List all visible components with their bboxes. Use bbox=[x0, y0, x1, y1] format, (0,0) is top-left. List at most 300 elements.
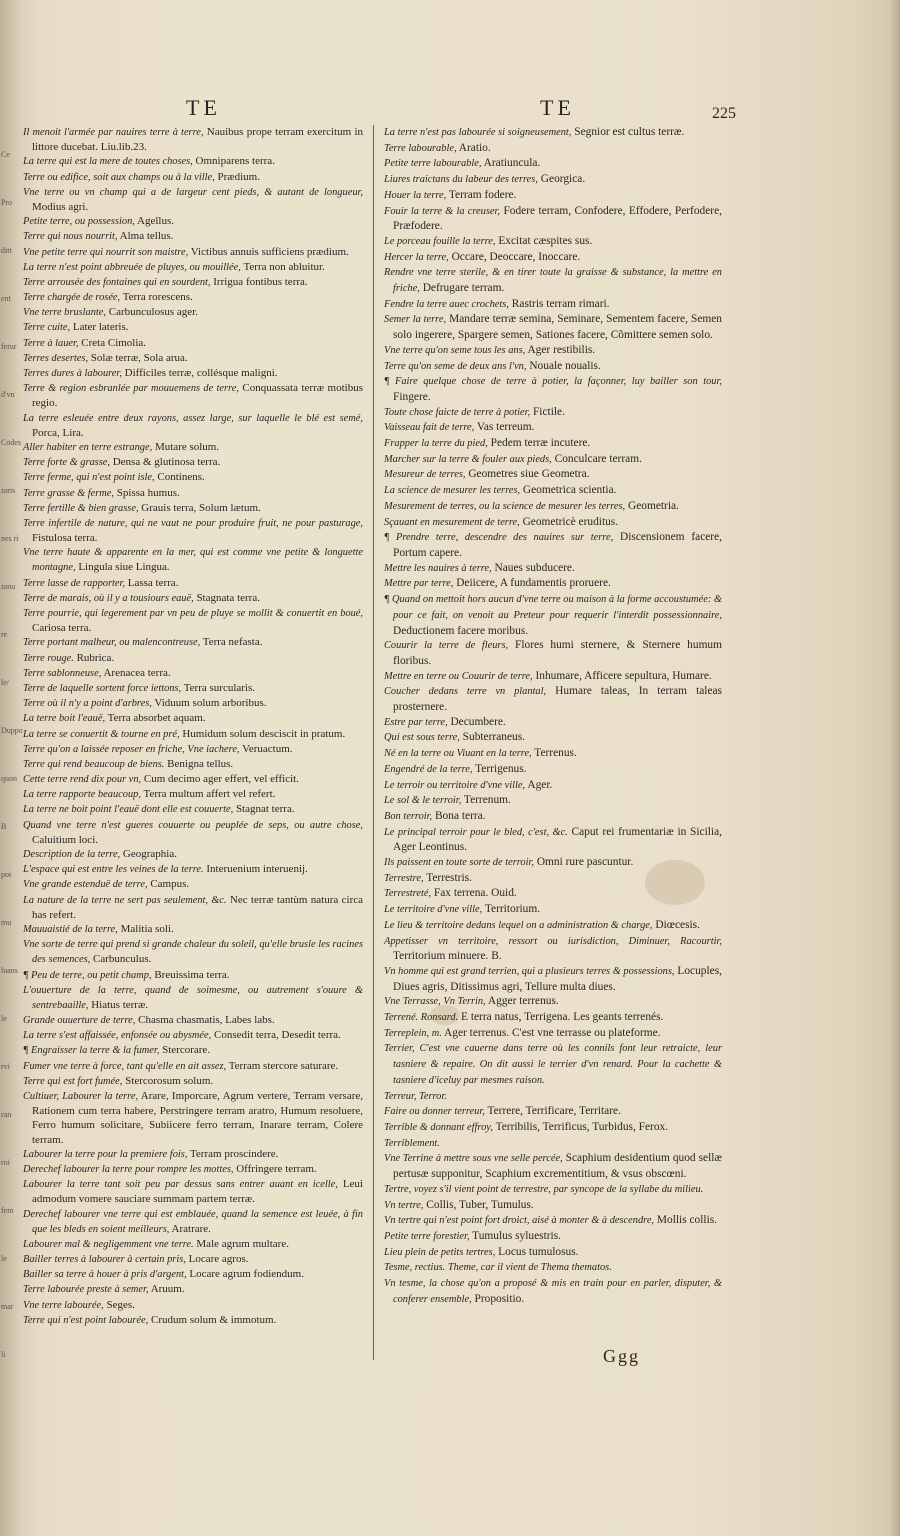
french-phrase: Houer la terre, bbox=[384, 189, 447, 201]
latin-translation: Terram stercore saturare. bbox=[226, 1059, 339, 1072]
latin-translation: Vas terreum. bbox=[474, 421, 535, 434]
dictionary-entry bbox=[23, 727, 363, 742]
french-phrase: Vn tesme, la chose qu'on a proposé & mis en train pour en parler, disputer, & conferer ensemble, bbox=[384, 1278, 722, 1305]
dictionary-entry bbox=[23, 1237, 363, 1252]
dictionary-entry bbox=[384, 1198, 722, 1214]
french-phrase: La terre boit l'eauë, bbox=[23, 713, 106, 725]
dictionary-entry bbox=[384, 156, 722, 172]
dictionary-entry bbox=[384, 561, 722, 577]
latin-translation: Porca, Lira. bbox=[32, 426, 84, 439]
dictionary-entry bbox=[384, 1104, 722, 1120]
french-phrase: Il menoit l'armée par nauires terre à terre, bbox=[23, 127, 204, 138]
latin-translation: Terrenus. bbox=[531, 747, 577, 760]
dictionary-entry bbox=[23, 635, 363, 650]
dictionary-entry bbox=[23, 260, 363, 275]
latin-translation: Viduum solum arboribus. bbox=[151, 697, 267, 710]
dictionary-entry bbox=[384, 762, 722, 778]
french-phrase: Terres dures à labourer, bbox=[23, 368, 122, 379]
dictionary-entry bbox=[23, 847, 363, 862]
latin-translation: Geometrica scientia. bbox=[520, 484, 617, 497]
french-phrase: L'espace qui est entre les veines de la terre. bbox=[23, 864, 204, 876]
gutter-fragment: mu bbox=[1, 918, 12, 927]
french-phrase: Terre sablonneuse, bbox=[23, 667, 102, 679]
french-phrase: Terre & region esbranlée par mouuemens de terre, bbox=[23, 383, 239, 395]
latin-translation: Propositio. bbox=[471, 1292, 525, 1305]
latin-translation: Creta Cimolia. bbox=[78, 336, 147, 349]
french-phrase: Vn tertre qui n'est point fort droict, aisé à monter & à descendre, bbox=[384, 1215, 655, 1227]
dictionary-entry bbox=[384, 918, 722, 934]
french-phrase: Vne terre bruslante, bbox=[23, 307, 107, 319]
gutter-fragment: fem bbox=[1, 1206, 14, 1215]
dictionary-entry bbox=[384, 778, 722, 794]
dictionary-entry bbox=[384, 1276, 722, 1307]
french-phrase: Engendré de la terre, bbox=[384, 763, 473, 775]
latin-translation: Rastris terram rimari. bbox=[508, 297, 610, 310]
dictionary-entry bbox=[23, 351, 363, 366]
dictionary-entry bbox=[384, 994, 722, 1010]
latin-translation: Terrenum. bbox=[461, 794, 511, 807]
latin-translation: Carbunculus. bbox=[90, 953, 152, 966]
french-phrase: Le territoire d'vne ville, bbox=[384, 904, 483, 916]
french-phrase: Le principal terroir pour le bled, c'est, &c. bbox=[384, 826, 568, 838]
dictionary-entry bbox=[384, 172, 722, 188]
french-phrase: Petite terre, ou possession, bbox=[23, 216, 135, 228]
latin-translation: Caluitium loci. bbox=[32, 833, 98, 846]
french-phrase: Terre qui est fort fumée, bbox=[23, 1075, 123, 1087]
latin-translation: Benigna tellus. bbox=[164, 757, 234, 770]
latin-translation: Aruum. bbox=[148, 1283, 185, 1296]
gutter-fragment: li bbox=[1, 1350, 6, 1359]
latin-translation: Ager terrenus. C'est vne terrasse ou plateforme. bbox=[441, 1026, 661, 1039]
latin-translation: Densa & glutinosa terra. bbox=[109, 456, 221, 469]
french-phrase: Coucher dedans terre vn plantal, bbox=[384, 686, 547, 698]
latin-translation: E terra natus, Terrigena. Les geants terrenés. bbox=[458, 1011, 664, 1024]
gutter-fragment: le/ bbox=[1, 678, 9, 687]
dictionary-entry bbox=[384, 1151, 722, 1181]
gutter-fragment: Codes bbox=[1, 438, 21, 447]
dictionary-entry bbox=[23, 1298, 363, 1313]
french-phrase: Né en la terre ou Viuant en la terre, bbox=[384, 748, 532, 760]
french-phrase: Terre qu'on seme de deux ans l'vn, bbox=[384, 360, 527, 372]
dictionary-entry bbox=[23, 591, 363, 606]
french-phrase: Terre lasse de rapporter, bbox=[23, 577, 125, 589]
dictionary-entry bbox=[23, 1028, 363, 1043]
french-phrase: Faire ou donner terreur, bbox=[384, 1106, 485, 1118]
latin-translation: Stagnata terra. bbox=[193, 591, 260, 604]
french-phrase: Lieu plein de petits tertres, bbox=[384, 1246, 496, 1258]
french-phrase: Terre portant malheur, ou malencontreuse, bbox=[23, 637, 201, 649]
dictionary-entry bbox=[384, 669, 722, 685]
gutter-fragment: ionu bbox=[1, 582, 16, 591]
french-phrase: Terre ou edifice, soit aux champs ou à la ville, bbox=[23, 171, 215, 183]
dictionary-entry bbox=[23, 545, 363, 575]
french-phrase: Terre infertile de nature, qui ne vaut ne pour produire fruit, ne pour pasturage, bbox=[23, 517, 363, 529]
latin-translation: Segnior est cultus terræ. bbox=[571, 126, 685, 138]
french-phrase: Terre cuite, bbox=[23, 322, 71, 334]
dictionary-entry bbox=[23, 486, 363, 501]
latin-translation: Arare, Imporcare, Agrum vertere, Terram versare, Rationem cum terra habere, Perstringere terram aratro, Humum resoluere, Ferro humum solicitare, Subiicere ferro terram, Inarare terram, Colere terram. bbox=[32, 1090, 363, 1146]
dictionary-entry bbox=[23, 1313, 363, 1328]
right-column bbox=[384, 125, 722, 1307]
dictionary-entry bbox=[384, 886, 722, 902]
latin-translation: Nouale noualis. bbox=[526, 359, 601, 372]
latin-translation: Terrestris. bbox=[423, 871, 472, 884]
dictionary-entry bbox=[23, 983, 363, 1013]
latin-translation: Collis, Tuber, Tumulus. bbox=[423, 1198, 534, 1211]
french-phrase: Liures traictans du labeur des terres, bbox=[384, 174, 538, 186]
french-phrase: ¶ Quand on mettoit hors aucun d'vne terre ou maison à la forme accoustumée: & pour ce fait, on venoit au Preteur pour requerir l'interdit possessionnaire, bbox=[384, 594, 722, 621]
dictionary-entry bbox=[384, 715, 722, 731]
dictionary-entry bbox=[23, 681, 363, 696]
french-phrase: Bailler terres à labourer à certain pris, bbox=[23, 1254, 186, 1266]
dictionary-entry bbox=[23, 1207, 363, 1237]
gutter-fragment: quon bbox=[1, 774, 17, 783]
latin-translation: Alma tellus. bbox=[117, 230, 174, 243]
dictionary-entry bbox=[23, 1252, 363, 1267]
french-phrase: Petite terre forestier, bbox=[384, 1230, 470, 1242]
french-phrase: Aller habiter en terre estrange, bbox=[23, 441, 153, 453]
french-phrase: Terrible & donnant effroy, bbox=[384, 1122, 493, 1133]
latin-translation: Fictile. bbox=[530, 405, 565, 418]
dictionary-entry bbox=[384, 964, 722, 994]
latin-translation: Agellus. bbox=[134, 215, 175, 228]
french-phrase: Derechef labourer la terre pour rompre les mottes, bbox=[23, 1163, 234, 1175]
french-phrase: Terriblement. bbox=[384, 1137, 440, 1149]
french-phrase: Fouir la terre & la creuser, bbox=[384, 205, 500, 217]
dictionary-entry bbox=[23, 1162, 363, 1177]
dictionary-entry bbox=[384, 1026, 722, 1042]
latin-translation: Irrigua fontibus terra. bbox=[210, 275, 308, 288]
latin-translation: Terra surcularis. bbox=[181, 681, 256, 694]
gutter-fragment: ran bbox=[1, 1110, 12, 1119]
dictionary-entry bbox=[384, 1245, 722, 1261]
dictionary-entry bbox=[384, 793, 722, 809]
french-phrase: Petite terre labourable, bbox=[384, 158, 482, 170]
dictionary-entry bbox=[23, 1089, 363, 1147]
dictionary-entry bbox=[23, 1177, 363, 1206]
french-phrase: Ils paissent en toute sorte de terroir, bbox=[384, 857, 534, 869]
dictionary-entry bbox=[384, 576, 722, 592]
gutter-fragment: poi bbox=[1, 870, 12, 879]
left-column bbox=[23, 125, 363, 1328]
dictionary-entry bbox=[23, 1059, 363, 1074]
latin-translation: Malitia soli. bbox=[117, 922, 174, 935]
dictionary-entry bbox=[384, 1213, 722, 1229]
dictionary-entry bbox=[23, 666, 363, 681]
latin-translation: Ager restibilis. bbox=[525, 343, 596, 356]
french-phrase: Terre grasse & ferme, bbox=[23, 487, 115, 499]
french-phrase: Cette terre rend dix pour vn, bbox=[23, 774, 142, 786]
latin-translation: Prædium. bbox=[214, 170, 260, 183]
latin-translation: Rubrica. bbox=[73, 651, 115, 664]
french-phrase: Le sol & le terroir, bbox=[384, 795, 462, 807]
french-phrase: L'ouuerture de la terre, quand de soimesme, ou autrement s'ouure & sentrebaaille, bbox=[23, 984, 363, 1011]
latin-translation: Excitat cæspites sus. bbox=[495, 234, 593, 247]
latin-translation: Difficiles terræ, collésque maligni. bbox=[121, 367, 278, 379]
french-phrase: Vne terre qu'on seme tous les ans, bbox=[384, 344, 526, 356]
latin-translation: Geometria. bbox=[625, 499, 679, 512]
latin-translation: Caput rei frumentariæ in Sicilia, Ager Leontinus. bbox=[393, 825, 722, 854]
french-phrase: Terreur, Terror. bbox=[384, 1090, 447, 1102]
latin-translation: Decumbere. bbox=[447, 715, 506, 728]
dictionary-entry bbox=[23, 170, 363, 185]
latin-translation: Fingere. bbox=[393, 390, 431, 403]
dictionary-entry bbox=[384, 1089, 722, 1105]
french-phrase: Terrestreté, bbox=[384, 888, 432, 900]
french-phrase: Labourer mal & negligemment vne terre. bbox=[23, 1238, 194, 1250]
latin-translation: Nauibus prope terram exercitum in littore ducebat. Liu.lib.23. bbox=[32, 126, 363, 154]
latin-translation: Pedem terræ incutere. bbox=[487, 437, 591, 450]
page-number: 225 bbox=[712, 105, 736, 122]
french-phrase: ¶ Engraisser la terre & la fumer, bbox=[23, 1045, 160, 1057]
french-phrase: La terre se conuertit & tourne en pré, bbox=[23, 728, 180, 740]
latin-translation: Terram fodere. bbox=[446, 188, 517, 201]
latin-translation: Offringere terram. bbox=[233, 1162, 317, 1175]
french-phrase: Terre labourable, bbox=[384, 142, 457, 154]
dictionary-entry bbox=[23, 772, 363, 787]
latin-translation: Defrugare terram. bbox=[419, 282, 505, 295]
dictionary-entry bbox=[23, 1074, 363, 1089]
gutter-fragment: ditt bbox=[1, 246, 12, 255]
dictionary-entry bbox=[23, 440, 363, 455]
latin-translation: Aratiuncula. bbox=[481, 157, 541, 170]
latin-translation: Modius agri. bbox=[32, 200, 89, 213]
latin-translation: Terribilis, Terrificus, Turbidus, Ferox. bbox=[492, 1121, 669, 1133]
latin-translation: Campus. bbox=[147, 878, 190, 891]
dictionary-entry bbox=[23, 366, 363, 381]
gutter-fragment: B bbox=[1, 822, 7, 831]
dictionary-entry bbox=[23, 125, 363, 154]
dictionary-entry bbox=[23, 1282, 363, 1297]
french-phrase: Rendre vne terre sterile, & en tirer toute la graisse & substance, la mettre en friche, bbox=[384, 267, 722, 295]
gutter-fragment: nes ri bbox=[1, 534, 19, 543]
latin-translation: Territorium minuere. B. bbox=[393, 950, 502, 963]
french-phrase: Vne terre haute & apparente en la mer, qui est comme vne petite & longuette montagne, bbox=[23, 547, 363, 574]
latin-translation: Lassa terra. bbox=[125, 576, 179, 589]
dictionary-entry bbox=[384, 125, 722, 141]
french-phrase: Labourer la terre pour la premiere fois, bbox=[23, 1148, 188, 1160]
french-phrase: Quand vne terre n'est gueres couuerte ou peuplée de seps, ou autre chose, bbox=[23, 819, 363, 831]
dictionary-entry bbox=[23, 336, 363, 351]
latin-translation: Scaphium desidentium quod sellæ pertusæ supponitur, Scaphium excrementitium, & vsus obscœni. bbox=[393, 1152, 722, 1181]
gutter-fragment: Duppo bbox=[1, 726, 23, 735]
dictionary-entry bbox=[384, 530, 722, 560]
french-phrase: Grande ouuerture de terre, bbox=[23, 1015, 136, 1027]
french-phrase: La terre n'est pas labourée si soigneusement, bbox=[384, 127, 572, 138]
french-phrase: Terres desertes, bbox=[23, 352, 89, 364]
latin-translation: Grauis terra, Solum lætum. bbox=[138, 501, 261, 514]
french-phrase: Fendre la terre auec crochets, bbox=[384, 298, 509, 310]
latin-translation: Breuissima terra. bbox=[151, 968, 230, 981]
latin-translation: Leui admodum vomere sauciare summam partem terræ. bbox=[32, 1178, 363, 1206]
gutter-fragment: ioris bbox=[1, 486, 16, 495]
dictionary-entry bbox=[384, 592, 722, 638]
french-phrase: ¶ Peu de terre, ou petit champ, bbox=[23, 969, 152, 981]
dictionary-entry bbox=[23, 185, 363, 214]
latin-translation: Victibus annuis sufficiens prædium. bbox=[188, 245, 349, 258]
french-phrase: Sçauant en mesurement de terre, bbox=[384, 516, 520, 528]
latin-translation: Locuples, Diues agris, Ditissimus agri, Tellure multa diues. bbox=[393, 964, 722, 993]
french-phrase: Terre qui n'est point labourée, bbox=[23, 1314, 149, 1326]
dictionary-entry bbox=[384, 467, 722, 483]
french-phrase: La terre qui est la mere de toutes choses, bbox=[23, 156, 193, 168]
dictionary-entry bbox=[384, 234, 722, 250]
dictionary-entry bbox=[23, 275, 363, 290]
latin-translation: Terram proscindere. bbox=[187, 1147, 279, 1160]
french-phrase: Bailler sa terre à houer à pris d'argent, bbox=[23, 1269, 187, 1281]
latin-translation: Terra non abluitur. bbox=[240, 260, 325, 273]
french-phrase: Terrené. Ronsard. bbox=[384, 1012, 459, 1024]
gutter-fragment: le bbox=[1, 1014, 7, 1023]
gutter-fragment: roi bbox=[1, 1158, 10, 1167]
gutter-fragment: re bbox=[1, 630, 8, 639]
latin-translation: Conquassata terræ motibus regio. bbox=[32, 382, 363, 410]
french-phrase: Le porceau fouille la terre, bbox=[384, 235, 496, 247]
dictionary-entry bbox=[23, 576, 363, 591]
latin-translation: Mandare terræ semina, Seminare, Sementem facere, Semen solo ingerere, Spargere semen, Sationes facere, Cõmittere semen solo. bbox=[393, 313, 722, 342]
dictionary-entry bbox=[23, 696, 363, 711]
french-phrase: Terre à lauer, bbox=[23, 337, 79, 349]
french-phrase: Le terroir ou territoire d'vne ville, bbox=[384, 779, 526, 791]
french-phrase: La terre s'est affaissée, enfonsée ou abysmée, bbox=[23, 1030, 212, 1042]
french-phrase: La terre rapporte beaucoup, bbox=[23, 789, 141, 801]
latin-translation: Terra rorescens. bbox=[120, 291, 193, 304]
dictionary-entry bbox=[384, 405, 722, 421]
dictionary-entry bbox=[23, 245, 363, 260]
latin-translation: Diœcesis. bbox=[652, 918, 700, 931]
french-phrase: Description de la terre, bbox=[23, 849, 121, 860]
dictionary-entry bbox=[384, 902, 722, 918]
dictionary-entry bbox=[384, 934, 722, 964]
latin-translation: Inhumare, Afficere sepultura, Humare. bbox=[532, 669, 712, 682]
french-phrase: Terre pourrie, qui legerement par vn peu de pluye se mollit & conuertit en boué, bbox=[23, 608, 363, 619]
dictionary-entry bbox=[23, 1267, 363, 1282]
dictionary-entry bbox=[384, 871, 722, 887]
dictionary-entry bbox=[384, 1041, 722, 1088]
latin-translation: Georgica. bbox=[537, 173, 586, 186]
dictionary-entry bbox=[23, 1147, 363, 1162]
dictionary-entry bbox=[23, 501, 363, 516]
latin-translation: Mutare solum. bbox=[152, 440, 220, 453]
latin-translation: Naues subducere. bbox=[491, 561, 575, 574]
french-phrase: Frapper la terre du pied, bbox=[384, 438, 488, 450]
running-head-right: TE bbox=[540, 95, 575, 120]
french-phrase: La terre esleuée entre deux rayons, assez large, sur laquelle le blé est semé, bbox=[23, 412, 363, 424]
gutter-fragment: rvi bbox=[1, 1062, 10, 1071]
latin-translation: Tumulus syluestris. bbox=[469, 1229, 561, 1242]
dictionary-entry bbox=[384, 1010, 722, 1026]
latin-translation: Discensionem facere, Portum capere. bbox=[393, 531, 722, 559]
latin-translation: Occare, Deoccare, Inoccare. bbox=[448, 250, 581, 263]
dictionary-entry bbox=[384, 483, 722, 499]
latin-translation: Aratio. bbox=[456, 141, 491, 154]
french-phrase: Vaisseau fait de terre, bbox=[384, 422, 475, 434]
french-phrase: Couurir la terre de fleurs, bbox=[384, 640, 509, 652]
french-phrase: La science de mesurer les terres, bbox=[384, 485, 521, 497]
column-divider bbox=[373, 125, 374, 1360]
dictionary-entry bbox=[384, 359, 722, 375]
french-phrase: Terre fertille & bien grasse, bbox=[23, 502, 139, 514]
latin-translation: Flores humi sternere, & Sternere humum floribus. bbox=[393, 639, 722, 667]
french-phrase: Tesme, rectius. Theme, car il vient de Thema thematos. bbox=[384, 1262, 612, 1274]
gutter-fragment: Pro bbox=[1, 198, 13, 207]
latin-translation: Locare agrum fodiendum. bbox=[186, 1268, 304, 1281]
latin-translation: Consedit terra, Desedit terra. bbox=[211, 1029, 341, 1042]
dictionary-entry bbox=[384, 452, 722, 468]
dictionary-entry bbox=[23, 818, 363, 847]
french-phrase: Terre arrousée des fontaines qui en sourdent, bbox=[23, 276, 211, 288]
latin-translation: Stagnat terra. bbox=[233, 803, 295, 816]
dictionary-entry bbox=[23, 1043, 363, 1058]
french-phrase: Vne grande estenduë de terre, bbox=[23, 879, 148, 891]
french-phrase: Fumer vne terre à force, tant qu'elle en ait assez, bbox=[23, 1060, 227, 1072]
french-phrase: ¶ Prendre terre, descendre des nauires sur terre, bbox=[384, 532, 614, 544]
french-phrase: Mettre en terre ou Couurir de terre, bbox=[384, 670, 533, 682]
dictionary-entry bbox=[23, 937, 363, 967]
latin-translation: Terra multum affert vel refert. bbox=[140, 788, 276, 801]
dictionary-entry bbox=[23, 229, 363, 244]
latin-translation: Veruactum. bbox=[239, 742, 293, 755]
latin-translation: Nec terræ tantùm natura circa has refert. bbox=[32, 893, 364, 921]
latin-translation: Terrigenus. bbox=[472, 762, 527, 775]
latin-translation: Mollis collis. bbox=[654, 1214, 718, 1227]
latin-translation: Interuenium interuenij. bbox=[203, 863, 308, 876]
latin-translation: Ager. bbox=[525, 778, 553, 791]
french-phrase: Appetisser vn territoire, ressort ou iurisdiction, Diminuer, Racourtir, bbox=[384, 935, 722, 947]
dictionary-entry bbox=[384, 265, 722, 296]
dictionary-entry bbox=[23, 516, 363, 545]
latin-translation: Terra absorbet aquam. bbox=[105, 712, 206, 725]
french-phrase: Terreplein, m. bbox=[384, 1027, 442, 1039]
dictionary-entry bbox=[384, 1136, 722, 1152]
dictionary-entry bbox=[23, 381, 363, 410]
latin-translation: Hiatus terræ. bbox=[88, 998, 149, 1011]
dictionary-entry bbox=[23, 154, 363, 169]
french-phrase: Derechef labourer vne terre qui est emblauée, quand la semence est leuée, à fin que les bleds en soient meilleurs, bbox=[23, 1208, 363, 1235]
french-phrase: Terre de laquelle sortent force iettons, bbox=[23, 682, 182, 694]
gutter-fragment: mar bbox=[1, 1302, 14, 1311]
gutter-fragment: le bbox=[1, 1254, 7, 1263]
latin-translation: Terrere, Terrificare, Territare. bbox=[484, 1105, 621, 1118]
dictionary-entry bbox=[384, 684, 722, 714]
latin-translation: Conculcare terram. bbox=[551, 452, 642, 465]
dictionary-entry bbox=[23, 214, 363, 229]
dictionary-entry bbox=[23, 305, 363, 320]
latin-translation: Cariosa terra. bbox=[32, 622, 92, 635]
french-phrase: Vne petite terre qui nourrit son maistre, bbox=[23, 246, 189, 258]
french-phrase: Hercer la terre, bbox=[384, 251, 449, 263]
dictionary-entry bbox=[23, 922, 363, 937]
french-phrase: Terre labourée preste à semer, bbox=[23, 1284, 149, 1296]
latin-translation: Deductionem facere moribus. bbox=[393, 624, 529, 637]
french-phrase: Terre ferme, qui n'est point isle, bbox=[23, 472, 155, 484]
latin-translation: Omni rure pascuntur. bbox=[533, 856, 634, 869]
dictionary-entry bbox=[384, 499, 722, 515]
french-phrase: Terrestre, bbox=[384, 872, 424, 884]
latin-translation: Lingula siue Lingua. bbox=[75, 561, 170, 574]
latin-translation: Male agrum multare. bbox=[193, 1237, 289, 1250]
french-phrase: Terre chargée de rosée, bbox=[23, 292, 121, 304]
latin-translation: Aratrare. bbox=[169, 1222, 211, 1235]
latin-translation: Terra nefasta. bbox=[200, 636, 263, 649]
latin-translation: Geometres siue Geometra. bbox=[465, 468, 590, 481]
latin-translation: Solæ terræ, Sola arua. bbox=[88, 351, 188, 364]
latin-translation: Arenacea terra. bbox=[101, 666, 171, 679]
french-phrase: Qui est sous terre, bbox=[384, 732, 460, 744]
running-head-left: TE bbox=[186, 95, 221, 120]
french-phrase: La terre ne boit point l'eauë dont elle est couuerte, bbox=[23, 804, 234, 816]
latin-translation: Later lateris. bbox=[70, 321, 129, 334]
